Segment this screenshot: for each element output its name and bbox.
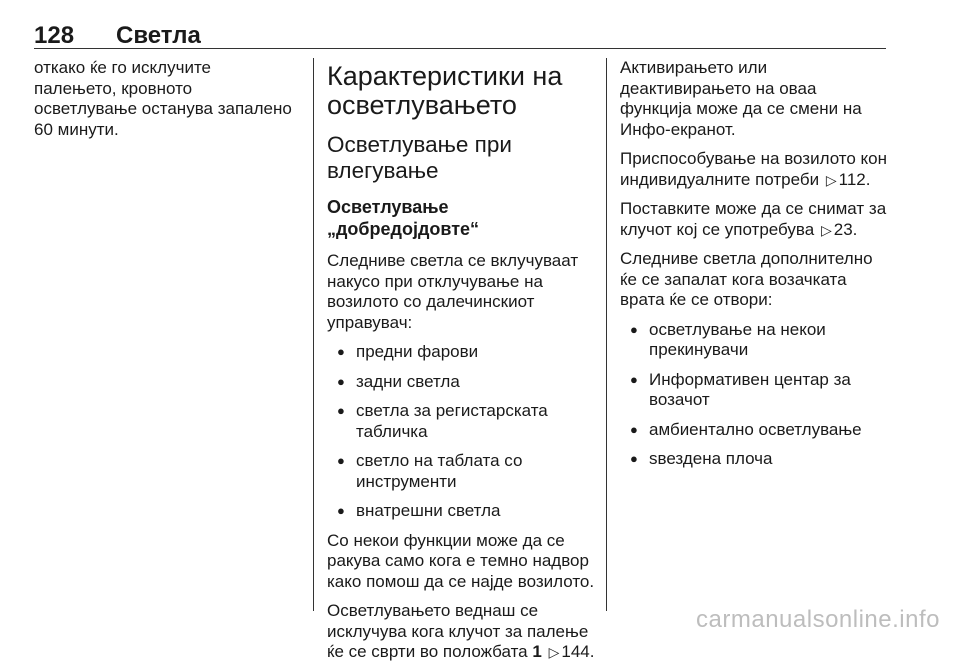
intro-paragraph: Следниве светла се вклучуваат накусо при отклучување на возилото со далечинскиот управувач: bbox=[327, 251, 579, 332]
page-title: Светла bbox=[116, 22, 201, 49]
page-header bbox=[34, 0, 886, 49]
list-item: ● внатрешни светла bbox=[327, 501, 595, 522]
paragraph bbox=[620, 199, 888, 240]
paragraph: Со некои функции може да се ракува само кога е темно надвор како помош да се најде возилото. bbox=[327, 530, 595, 591]
list-item: ● ѕвездена плоча bbox=[620, 449, 888, 470]
ignition-position: 1 bbox=[532, 642, 542, 661]
paragraph: Следниве светла дополнително ќе се запалат кога возачката врата ќе се отвори: bbox=[620, 249, 873, 309]
list-item: ● осветлување на некои прекинувачи bbox=[620, 320, 888, 361]
column-left bbox=[34, 58, 296, 149]
list-item: ● предни фарови bbox=[327, 342, 595, 363]
page-reference-icon: ▷ bbox=[548, 644, 560, 660]
paragraph: Активирањето или деактивирањето на оваа функција може да се смени на Инфо-екранот. bbox=[620, 58, 862, 139]
welcome-lights-list bbox=[327, 342, 595, 522]
page-reference[interactable]: 144. bbox=[561, 642, 595, 661]
page-reference[interactable]: 23. bbox=[833, 219, 858, 239]
subsection-heading: Осветлување при влегување bbox=[327, 132, 512, 183]
page-reference-icon: ▷ bbox=[825, 171, 837, 188]
column-right bbox=[620, 58, 888, 479]
list-item: ● светла за регистарската табличка bbox=[327, 401, 595, 442]
list-item: ● светло на таблата со инструменти bbox=[327, 451, 595, 492]
topic-heading: Осветлување „добредојдовте“ bbox=[327, 197, 480, 239]
page-reference-icon: ▷ bbox=[820, 221, 832, 238]
paragraph-text: Осветлувањето веднаш се исклучува кога клучот за палење ќе се сврти во положбата bbox=[327, 601, 589, 661]
page-number: 128 bbox=[34, 22, 75, 49]
paragraph bbox=[327, 601, 595, 663]
paragraph bbox=[620, 149, 888, 190]
paragraph-text: Приспособување на возилото кон индивидуалните потреби bbox=[620, 149, 888, 189]
column-middle bbox=[327, 58, 595, 672]
section-heading: Карактеристики на осветлувањето bbox=[327, 61, 563, 120]
column-divider-left bbox=[313, 58, 314, 611]
door-lights-list bbox=[620, 320, 888, 470]
continued-paragraph: откако ќе го исклучите палењето, кровното осветлување останува запалено 60 минути. bbox=[34, 58, 292, 139]
list-item: ● амбиентално осветлување bbox=[620, 420, 888, 441]
list-item: ● задни светла bbox=[327, 372, 595, 393]
list-item: ● Информативен центар за возачот bbox=[620, 370, 888, 411]
column-divider-right bbox=[606, 58, 607, 611]
page-reference[interactable]: 112. bbox=[838, 169, 871, 189]
watermark: carmanualsonline.info bbox=[696, 606, 940, 633]
paragraph-text: Поставките може да се снимат за клучот кој се употребува bbox=[620, 199, 887, 239]
